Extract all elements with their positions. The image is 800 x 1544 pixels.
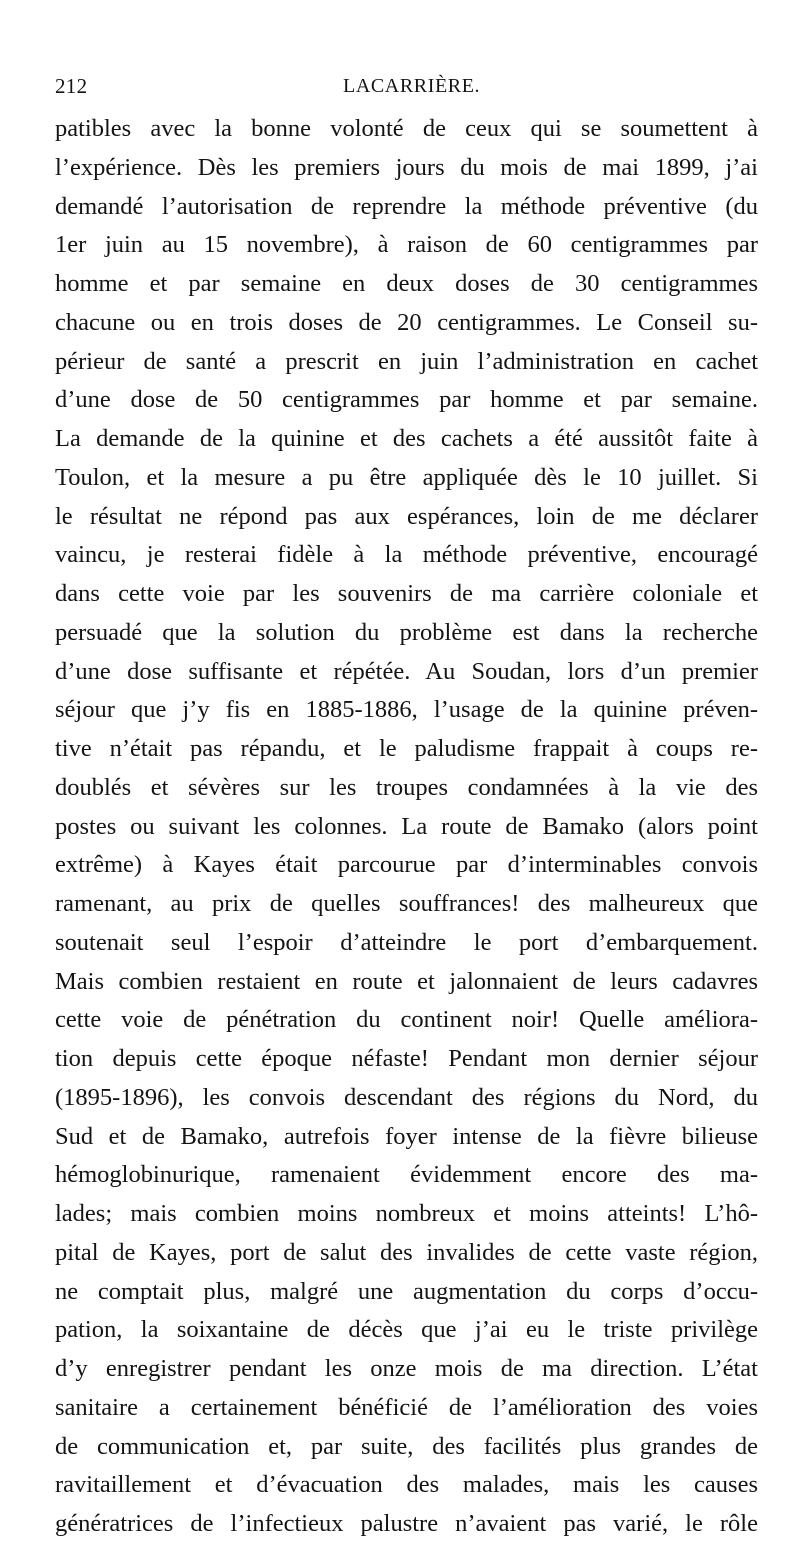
text-line: d’une dose de 50 centigrammes par homme et par semaine. <box>55 386 758 414</box>
text-line: séjour que j’y fis en 1885-1886, l’usage de la quinine préven- <box>55 696 758 724</box>
text-line: Toulon, et la mesure a pu être appliquée dès le 10 juillet. Si <box>55 463 758 491</box>
text-line: hémoglobinurique, ramenaient évidemment encore des ma- <box>55 1161 758 1189</box>
text-line: cette voie de pénétration du continent noir! Quelle améliora- <box>55 1006 758 1034</box>
text-line: ramenant, au prix de quelles souffrances! des malheureux que <box>55 890 758 917</box>
text-line: d’y enregistrer pendant les onze mois de ma direction. L’état <box>55 1355 758 1382</box>
text-line: dans cette voie par les souvenirs de ma carrière coloniale et <box>55 580 758 607</box>
text-line: vaincu, je resterai fidèle à la méthode préventive, encouragé <box>55 541 758 569</box>
text-line: sanitaire a certainement bénéficié de l’amélioration des voies <box>55 1393 758 1421</box>
body-paragraph <box>55 110 758 1544</box>
text-line: tion depuis cette époque néfaste! Pendant mon dernier séjour <box>55 1045 758 1072</box>
text-line: ne comptait plus, malgré une augmentation du corps d’occu- <box>55 1277 758 1305</box>
text-line: le résultat ne répond pas aux espérances, loin de me déclarer <box>55 502 758 530</box>
text-line: Sud et de Bamako, autrefois foyer intense de la fièvre bilieuse <box>55 1122 758 1150</box>
text-line: soutenait seul l’espoir d’atteindre le port d’embarquement. <box>55 928 758 956</box>
text-line: tive n’était pas répandu, et le paludisme frappait à coups re- <box>55 735 758 762</box>
text-line: postes ou suivant les colonnes. La route de Bamako (alors point <box>55 812 758 840</box>
text-line: d’une dose suffisante et répétée. Au Soudan, lors d’un premier <box>55 657 758 685</box>
text-line: de communication et, par suite, des facilités plus grandes de <box>55 1432 758 1460</box>
text-line: doublés et sévères sur les troupes condamnées à la vie des <box>55 773 758 801</box>
text-line: 1er juin au 15 novembre), à raison de 60 centigrammes par <box>55 231 758 259</box>
text-line: génératrices de l’infectieux palustre n’avaient pas varié, le rôle <box>55 1510 758 1537</box>
running-title: LACARRIÈRE. <box>343 75 481 97</box>
text-line: pation, la soixantaine de décès que j’ai eu le triste privilège <box>55 1316 758 1344</box>
text-line: périeur de santé a prescrit en juin l’administration en cachet <box>55 347 758 375</box>
text-line: demandé l’autorisation de reprendre la méthode préventive (du <box>55 192 758 220</box>
text-line: ravitaillement et d’évacuation des malades, mais les causes <box>55 1471 758 1499</box>
text-line: extrême) à Kayes était parcourue par d’interminables convois <box>55 851 758 879</box>
text-line: La demande de la quinine et des cachets a été aussitôt faite à <box>55 425 758 452</box>
text-line: (1895-1896), les convois descendant des régions du Nord, du <box>55 1083 758 1111</box>
text-line: lades; mais combien moins nombreux et moins atteints! L’hô- <box>55 1200 758 1227</box>
text-line: Mais combien restaient en route et jalonnaient de leurs cadavres <box>55 967 758 995</box>
text-line: chacune ou en trois doses de 20 centigrammes. Le Conseil su- <box>55 308 758 336</box>
text-line: pital de Kayes, port de salut des invalides de cette vaste région, <box>55 1238 758 1266</box>
running-head <box>55 68 758 104</box>
text-line: persuadé que la solution du problème est dans la recherche <box>55 618 758 646</box>
text-line: homme et par semaine en deux doses de 30 centigrammes <box>55 270 758 297</box>
text-line: patibles avec la bonne volonté de ceux qui se soumettent à <box>55 115 758 142</box>
text-line: l’expérience. Dès les premiers jours du mois de mai 1899, j’ai <box>55 153 758 181</box>
page-number: 212 <box>55 74 88 98</box>
